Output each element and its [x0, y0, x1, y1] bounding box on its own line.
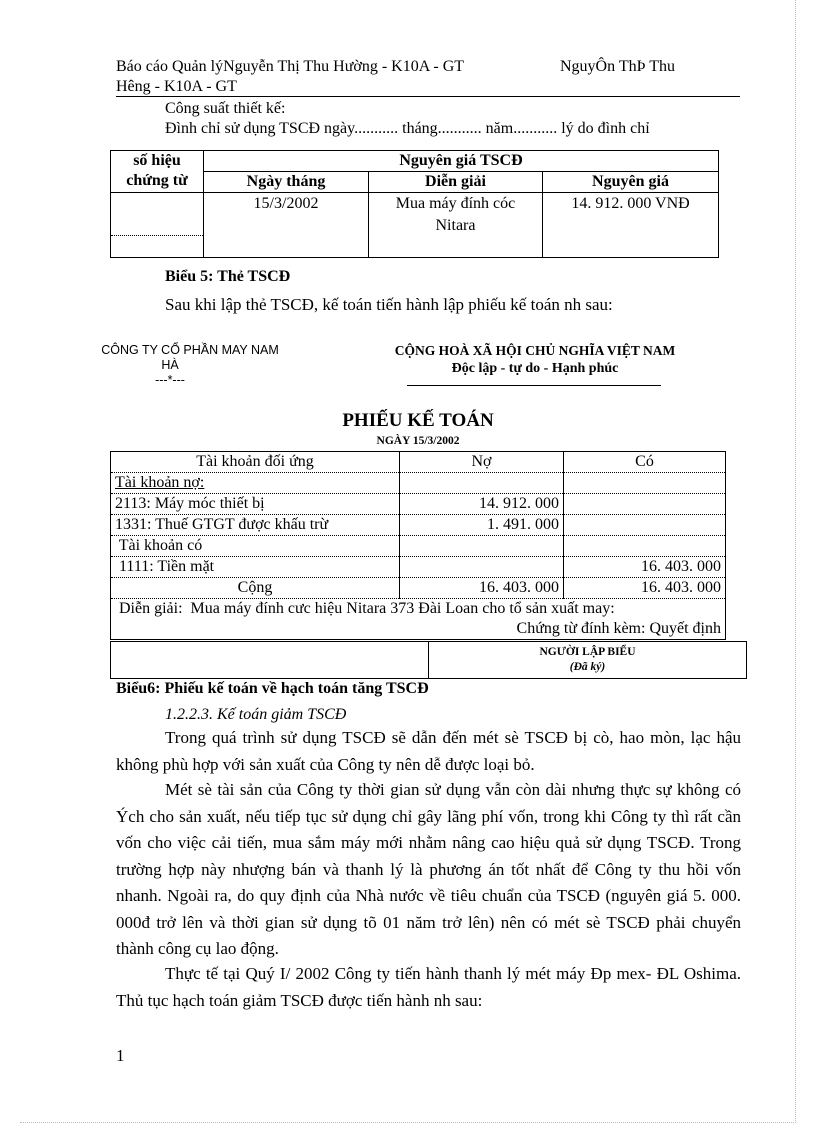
caption-6: Biểu6: Phiếu kế toán về hạch toán tăng TSCĐ — [116, 680, 429, 697]
desc-header: Diễn giải — [369, 172, 543, 193]
total-label: Cộng — [111, 578, 400, 599]
motto-underline — [407, 385, 661, 386]
doc-number-header: số hiệu chứng từ — [111, 151, 204, 193]
table-row: 1111: Tiền mặt 16. 403. 000 — [111, 557, 726, 578]
value-header: Nguyên giá — [543, 172, 719, 193]
table-row: 2113: Máy móc thiết bị 14. 912. 000 — [111, 494, 726, 515]
header-right: NguyÔn ThÞ Thu — [560, 58, 675, 75]
header-left: Báo cáo Quản lýNguyễn Thị Thu Hường - K10A - GT — [116, 58, 465, 75]
paragraph-1: Trong quá trình sử dụng TSCĐ sẽ dẫn đến mét sè TSCĐ bị cò, hao mòn, lạc hậu không phù hợp với sản xuất của Công ty nên dễ được loại bỏ. — [116, 728, 741, 774]
header-rule — [116, 96, 740, 97]
republic-motto: Độc lập - tự do - Hạnh phúc — [451, 361, 619, 376]
preparer-label: NGƯỜI LẬP BIỂU — [539, 646, 636, 658]
voucher-explanation: Diễn giải: Mua máy đính cưc hiệu Nitara 373 Đài Loan cho tổ sản xuất may: Chứng từ đính kèm: Quyết định — [111, 599, 726, 640]
voucher-table — [110, 451, 726, 640]
after-card-text: Sau khi lập thẻ TSCĐ, kế toán tiến hành lập phiếu kế toán nh sau: — [165, 295, 613, 314]
credit-header: Có — [564, 452, 726, 473]
company-name: CÔNG TY CỔ PHẦN MAY NAM — [101, 343, 279, 357]
row-value: 14. 912. 000 VNĐ — [543, 193, 719, 258]
page-border-right — [795, 0, 796, 1123]
original-cost-group-header: Nguyên giá TSCĐ — [204, 151, 719, 172]
voucher-date: NGÀY 15/3/2002 — [376, 435, 460, 447]
total-row — [111, 578, 726, 599]
voucher-title: PHIẾU KẾ TOÁN — [342, 410, 494, 431]
table-row: 1331: Thuế GTGT được khấu trừ 1. 491. 000 — [111, 515, 726, 536]
page-number: 1 — [116, 1046, 125, 1065]
debit-header: Nợ — [400, 452, 564, 473]
paragraph-2: Mét sè tài sản của Công ty thời gian sử dụng vẫn còn dài nhưng thực sự không có Ých cho sản xuất, nếu tiếp tục sử dụng chỉ gây lãng phí vốn, trong khi Công ty thì rất cần vốn cho việc cải tiến, mua sắm máy mới nhằm nâng cao hiệu quả sử dụng TSCĐ. Trong trường hợp này nhượng bán và thanh lý là phương án tốt nhất để Công ty thu hồi vốn nhanh. Ngoài ra, do quy định của Nhà nước về tiêu chuẩn của TSCĐ (nguyên giá 5. 000. 000đ trở lên và thời gian sử dụng tõ 01 năm trở lên) nên có mét sè TSCĐ phải chuyển thành công cụ lao động. — [116, 780, 741, 958]
date-header: Ngày tháng — [204, 172, 369, 193]
table-row: Tài khoản nợ: — [111, 473, 726, 494]
section-heading: 1.2.2.3. Kế toán giảm TSCĐ — [165, 706, 347, 723]
total-debit: 16. 403. 000 — [400, 578, 564, 599]
account-header: Tài khoản đối ứng — [111, 452, 400, 473]
capacity-line: Công suất thiết kế: — [165, 100, 286, 117]
signed-label: (Đã ký) — [569, 661, 606, 673]
company-block — [87, 343, 293, 388]
asset-card-table — [110, 150, 719, 258]
paragraph-3: Thực tế tại Quý I/ 2002 Công ty tiến hành thanh lý mét máy Đp mex- ĐL Oshima. Thủ tục hạch toán giảm TSCĐ được tiến hành nh sau: — [116, 964, 741, 1010]
caption-5: Biểu 5: Thẻ TSCĐ — [165, 268, 291, 285]
table-row — [111, 193, 719, 258]
company-separator: ---*--- — [155, 373, 185, 387]
row-desc: Mua máy đính cóc Nitara — [369, 193, 543, 258]
company-name-2: HÀ — [161, 358, 179, 372]
row-date: 15/3/2002 — [204, 193, 369, 258]
republic-title: CỘNG HOÀ XÃ HỘI CHỦ NGHĨA VIỆT NAM — [394, 343, 676, 358]
header-line2: Hêng - K10A - GT — [116, 78, 237, 95]
signature-left-box — [110, 641, 429, 679]
table-row: Tài khoản có — [111, 536, 726, 557]
total-credit: 16. 403. 000 — [564, 578, 726, 599]
suspend-line: Đình chỉ sử dụng TSCĐ ngày........... tháng........... năm........... lý do đình chỉ — [165, 120, 650, 137]
signature-box — [428, 641, 747, 679]
